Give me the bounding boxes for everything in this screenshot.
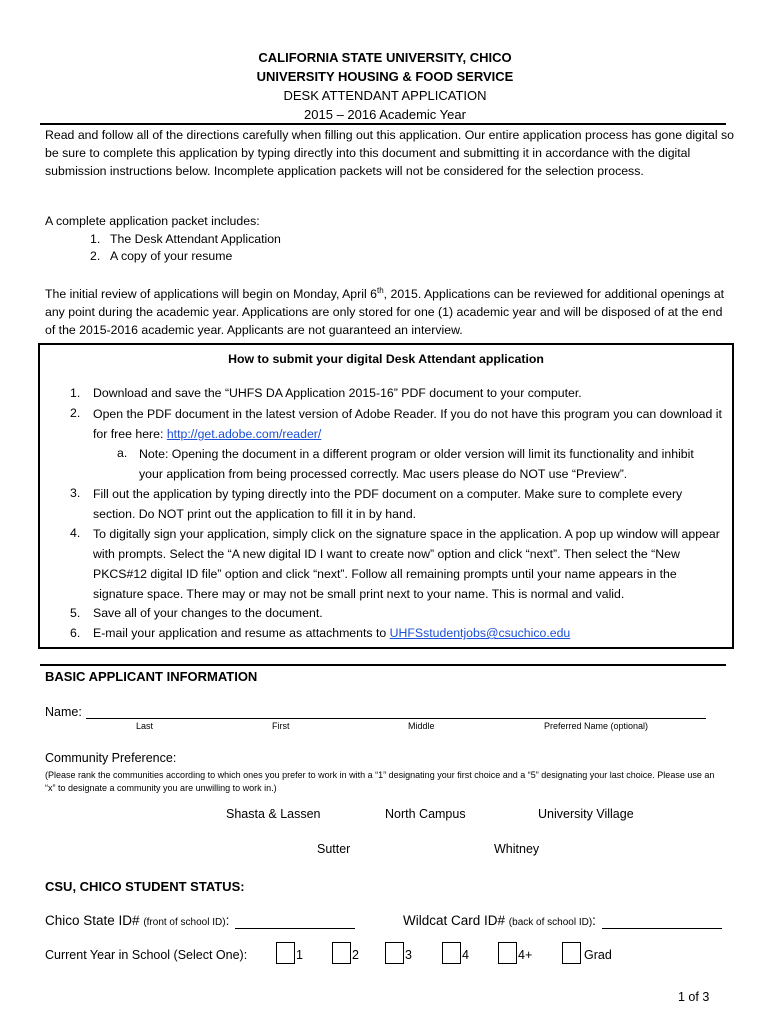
step-number: 1. (70, 386, 81, 400)
step-number: 3. (70, 486, 81, 500)
header-academic-year: 2015 – 2016 Academic Year (304, 107, 466, 122)
step-number: 6. (70, 626, 81, 640)
name-sub-preferred: Preferred Name (optional) (544, 721, 649, 731)
adobe-reader-link[interactable]: http://get.adobe.com/reader/ (166, 427, 322, 441)
year-checkbox-4plus[interactable] (498, 942, 517, 964)
year-option-label: 3 (405, 948, 412, 962)
packet-item-number: 2. (90, 249, 101, 263)
packet-item-number: 1. (90, 232, 101, 246)
year-option-label: 4+ (518, 948, 533, 962)
year-checkbox-3[interactable] (385, 942, 404, 964)
step-open-pdf: Open the PDF document in the latest version of Adobe Reader. If you do not have this program you can download it for free here: http://get.adobe.com/reader/ (93, 407, 722, 441)
header-form-title: DESK ATTENDANT APPLICATION (283, 88, 487, 103)
year-option-label: 2 (352, 948, 359, 962)
year-option-label: 4 (462, 948, 469, 962)
instructions-title: How to submit your digital Desk Attendant application (228, 352, 544, 366)
wildcat-id-input-line[interactable] (602, 928, 722, 929)
student-status-title: CSU, CHICO STUDENT STATUS: (45, 879, 245, 894)
chico-id-label: Chico State ID# (front of school ID): (45, 913, 230, 928)
community-sutter[interactable]: Sutter (317, 842, 351, 856)
name-input-line[interactable] (86, 718, 706, 719)
email-link[interactable]: UHFSstudentjobs@csuchico.edu (389, 626, 571, 640)
community-shasta-lassen[interactable]: Shasta & Lassen (226, 807, 321, 821)
wildcat-id-label: Wildcat Card ID# (back of school ID): (403, 913, 596, 928)
basic-info-title: BASIC APPLICANT INFORMATION (45, 669, 258, 684)
year-checkbox-4[interactable] (442, 942, 461, 964)
community-label: Community Preference: (45, 751, 177, 765)
chico-id-input-line[interactable] (235, 928, 355, 929)
community-whitney[interactable]: Whitney (494, 842, 540, 856)
name-label: Name: (45, 705, 82, 719)
community-note: (Please rank the communities according to which ones you prefer to work in with a “1” designating your first choice and a “5” designating your last choice. Please use an “x” to designate a community you are unwilling to work in.) (45, 770, 715, 793)
year-label: Current Year in School (Select One): (45, 948, 248, 962)
step-sub-letter: a. (117, 446, 128, 460)
name-sub-last: Last (136, 721, 154, 731)
year-checkbox-grad[interactable] (562, 942, 581, 964)
community-north-campus[interactable]: North Campus (385, 807, 466, 821)
packet-item: A copy of your resume (110, 249, 233, 263)
step-number: 2. (70, 406, 81, 420)
header-divider (40, 123, 726, 125)
step-sign: To digitally sign your application, simply click on the signature space in the application. A pop up window will appear with prompts. Select the “A new digital ID I want to create now” option and click “next”. Then select the “New PKCS#12 digital ID file” option and click “next”. Follow all remaining prompts until your name appears in the signature space. There may or may not be small print next to your name. This is normal and valid. (93, 527, 720, 601)
intro-paragraph: Read and follow all of the directions carefully when filling out this application. Our entire application process has gone digital so be sure to complete this application by typing directly into this document and submitting it in accordance with the digital submission instructions below. Incomplete application packets will not be considered for the selection process. (45, 128, 735, 178)
step-number: 5. (70, 606, 81, 620)
year-checkbox-1[interactable] (276, 942, 295, 964)
step-email: E-mail your application and resume as attachments to UHFSstudentjobs@csuchico.edu (93, 626, 571, 640)
community-university-village[interactable]: University Village (538, 807, 634, 821)
review-paragraph: The initial review of applications will begin on Monday, April 6th, 2015. Applications can be reviewed for additional openings at any point during the academic year. Applications are only stored for one (1) academic year and will be disposed of at the end of the 2015-2016 academic year. Applicants are not guaranteed an interview. (45, 286, 725, 338)
step-download: Download and save the “UHFS DA Application 2015-16” PDF document to your computer. (93, 386, 582, 400)
year-option-label: Grad (584, 948, 612, 962)
page-number: 1 of 3 (678, 990, 710, 1004)
step-fill-out: Fill out the application by typing directly into the PDF document on a computer. Make sure to complete every section. Do NOT print out the application to fill it in by hand. (93, 487, 683, 521)
packet-item: The Desk Attendant Application (110, 232, 281, 246)
step-number: 4. (70, 526, 81, 540)
packet-lead: A complete application packet includes: (45, 214, 260, 228)
step-save: Save all of your changes to the document. (93, 606, 323, 620)
year-option-label: 1 (296, 948, 303, 962)
header-department: UNIVERSITY HOUSING & FOOD SERVICE (256, 69, 514, 84)
name-sub-first: First (272, 721, 290, 731)
header-university: CALIFORNIA STATE UNIVERSITY, CHICO (258, 50, 512, 65)
section-divider (40, 664, 726, 666)
year-checkbox-2[interactable] (332, 942, 351, 964)
step-note: Note: Opening the document in a different program or older version will limit its functionality and inhibit your application from being processed correctly. Mac users please do NOT use “Preview”. (139, 447, 694, 481)
name-sub-middle: Middle (408, 721, 435, 731)
